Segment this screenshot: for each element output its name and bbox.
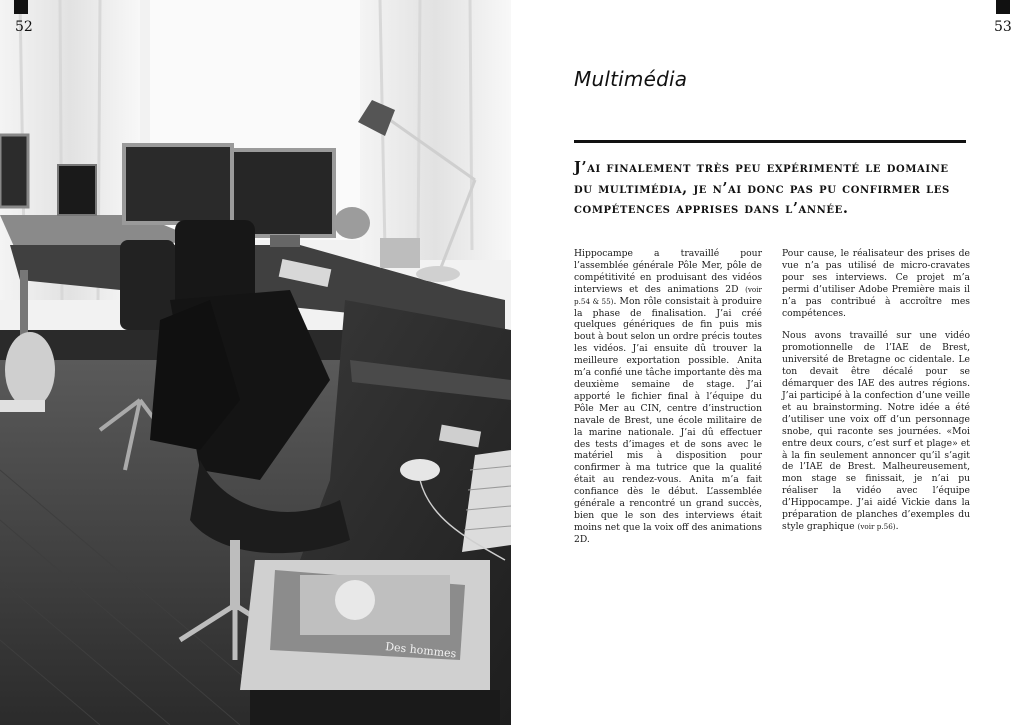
body-paragraph bbox=[782, 330, 970, 532]
page-marker-right bbox=[996, 0, 1010, 14]
body-text: Nous avons travaillé sur une vidéo promotionnelle de l’IAE de Brest, université de Bretagne oc cidentale. Le ton devait être décalé pour se démarquer des IAE des autres régions. J’ai participé à la confection d’une veille et au brainstorming. Notre idée a été d’utiliser une voix off d’un personnage snobe, qui raconte ses journées. «Moi entre deux cours, c’est surf et plage» et à la fin seulement annoncer qu’il s’agit de l’IAE de Brest. Malheureusement, mon stage se finissait, je n’ai pu réaliser la vidéo avec l’équipe d’Hippocampe. J’ai aidé Vickie dans la préparation de planches d’exemples du style graphique bbox=[782, 330, 970, 532]
body-text: . bbox=[895, 520, 899, 532]
body-text: Hippocampe a travaillé pour l’assemblée générale Pôle Mer, pôle de compétitivité en produisant des vidéos interviews et des animations 2D bbox=[574, 248, 762, 295]
page-number-left: 52 bbox=[15, 19, 33, 35]
book-cover-title: Des hommes bbox=[384, 640, 457, 661]
heading-rule bbox=[574, 140, 966, 143]
text-column-left bbox=[574, 248, 762, 557]
text-column-right bbox=[782, 248, 970, 544]
section-title: Multimédia bbox=[574, 67, 688, 91]
body-paragraph: Pour cause, le réalisateur des prises de vue n’a pas utilisé de micro-cravates pour ses interviews. Ce projet m’a permi d’utiliser Adobe Première mais il n’a pas contribué à accroître mes compétences. bbox=[782, 248, 970, 319]
body-text: . Mon rôle consistait à produire la phase de finalisation. J’ai créé quelques génériques de fin puis mis bout à bout selon un ordre précis toutes les vidéos. J’ai ensuite dû trouver la meilleure exportation possible. Anita m’a confié une tâche importante dès ma deuxième semaine de stage. J’ai apporté le fichier final à l’équipe du Pôle Mer au CIN, centre d’instruction navale de Brest, une école militaire de la marine nationale. J’ai dû effectuer des tests d’images et de sons avec le matériel mis à disposition pour confirmer à ma tutrice que la qualité était au rendez-vous. Anita m’a fait confiance dès le début. L’assemblée générale a rencontré un grand succès, bien que le son des interviews était moins net que la voix off des animations 2D. bbox=[574, 295, 762, 545]
page-reference: (voir p.54 & 55) bbox=[574, 284, 762, 306]
office-photo bbox=[0, 0, 511, 725]
lead-paragraph: J’ai finalement très peu expérimenté le domaine du multimédia, je n’ai donc pas pu confirmer les compétences apprises dans l’année. bbox=[574, 159, 950, 217]
body-paragraph bbox=[574, 248, 762, 546]
spread-gutter bbox=[511, 0, 513, 725]
page-reference: (voir p.56) bbox=[857, 521, 896, 531]
page-number-right: 53 bbox=[994, 19, 1012, 35]
page-marker-left bbox=[14, 0, 28, 14]
